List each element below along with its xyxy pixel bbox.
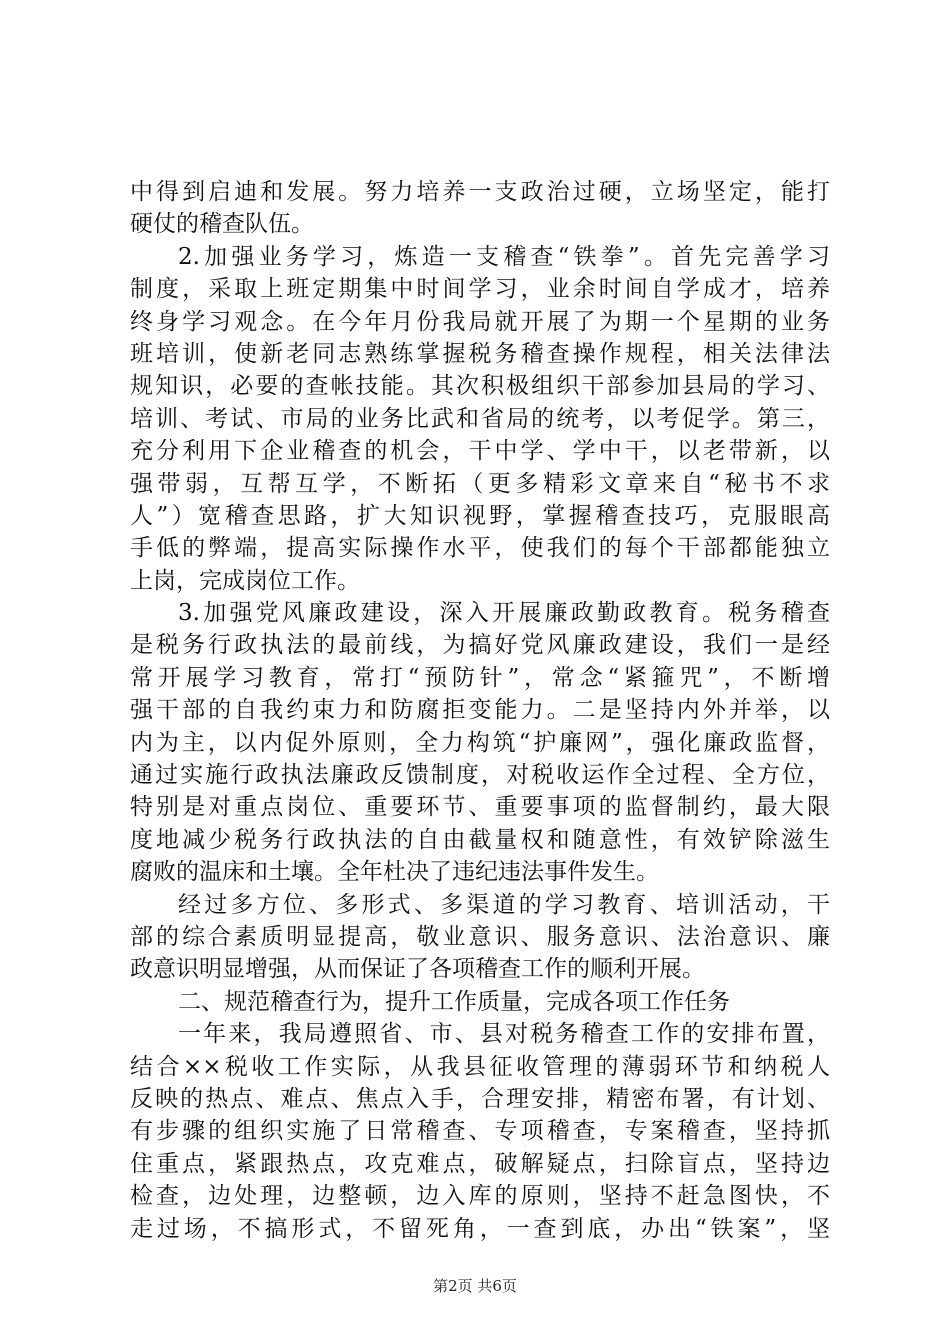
text-line: 内为主，以内促外原则，全力构筑“护廉网”，强化廉政监督， <box>130 729 830 756</box>
text-line: 部的综合素质明显提高，敬业意识、服务意识、法治意识、廉 <box>130 923 830 950</box>
text-line: 检查，边处理，边整顿，边入库的原则，坚持不赶急图快，不 <box>130 1183 830 1210</box>
text-line: 结合××税收工作实际，从我县征收管理的薄弱环节和纳税人 <box>130 1053 830 1080</box>
text-line: 3.加强党风廉政建设，深入开展廉政勤政教育。税务稽查 <box>178 600 830 627</box>
text-line: 班培训，使新老同志熟练掌握税务稽查操作规程，相关法律法 <box>130 340 830 367</box>
text-line: 住重点，紧跟热点，攻克难点，破解疑点，扫除盲点，坚持边 <box>130 1150 830 1177</box>
text-line: 有步骤的组织实施了日常稽查、专项稽查，专案稽查，坚持抓 <box>130 1118 830 1145</box>
text-line: 上岗，完成岗位工作。 <box>130 567 360 594</box>
page-number: 第2页 共6页 <box>433 1277 517 1295</box>
text-line: 腐败的温床和土壤。全年杜决了违纪违法事件发生。 <box>130 859 659 886</box>
text-line: 人”）宽稽查思路，扩大知识视野，掌握稽查技巧，克服眼高 <box>130 502 830 529</box>
text-line: 常开展学习教育，常打“预防针”，常念“紧箍咒”，不断增 <box>130 664 830 691</box>
section-heading: 二、规范稽查行为，提升工作质量，完成各项工作任务 <box>178 988 730 1015</box>
text-line: 规知识，必要的查帐技能。其次积极组织干部参加县局的学习、 <box>130 373 830 400</box>
text-line: 通过实施行政执法廉政反馈制度，对税收运作全过程、全方位， <box>130 762 830 789</box>
text-line: 手低的弊端，提高实际操作水平，使我们的每个干部都能独立 <box>130 535 830 562</box>
text-line: 特别是对重点岗位、重要环节、重要事项的监督制约，最大限 <box>130 794 830 821</box>
text-line: 制度，采取上班定期集中时间学习，业余时间自学成才，培养 <box>130 276 830 303</box>
text-line: 硬仗的稽查队伍。 <box>130 211 314 238</box>
text-line: 充分利用下企业稽查的机会，干中学、学中干，以老带新，以 <box>130 438 830 465</box>
text-line: 度地减少税务行政执法的自由截量权和随意性，有效铲除滋生 <box>130 826 830 853</box>
text-line: 政意识明显增强，从而保证了各项稽查工作的顺利开展。 <box>130 956 705 983</box>
text-line: 走过场，不搞形式，不留死角，一查到底，办出“铁案”，坚 <box>130 1215 830 1242</box>
text-line: 是税务行政执法的最前线，为搞好党风廉政建设，我们一是经 <box>130 632 830 659</box>
text-line: 强干部的自我约束力和防腐拒变能力。二是坚持内外并举，以 <box>130 697 830 724</box>
text-line: 2.加强业务学习，炼造一支稽查“铁拳”。首先完善学习 <box>178 243 830 270</box>
text-line: 终身学习观念。在今年月份我局就开展了为期一个星期的业务 <box>130 308 830 335</box>
text-line: 经过多方位、多形式、多渠道的学习教育、培训活动，干 <box>178 891 830 918</box>
document-body <box>130 176 830 1245</box>
text-line: 中得到启迪和发展。努力培养一支政治过硬，立场坚定，能打 <box>130 179 830 205</box>
text-line: 培训、考试、市局的业务比武和省局的统考，以考促学。第三， <box>130 405 830 432</box>
text-line: 强带弱，互帮互学，不断拓（更多精彩文章来自“秘书不求 <box>130 470 830 497</box>
text-line: 一年来，我局遵照省、市、县对税务稽查工作的安排布置， <box>178 1021 830 1048</box>
text-line: 反映的热点、难点、焦点入手，合理安排，精密布署，有计划、 <box>130 1085 830 1112</box>
